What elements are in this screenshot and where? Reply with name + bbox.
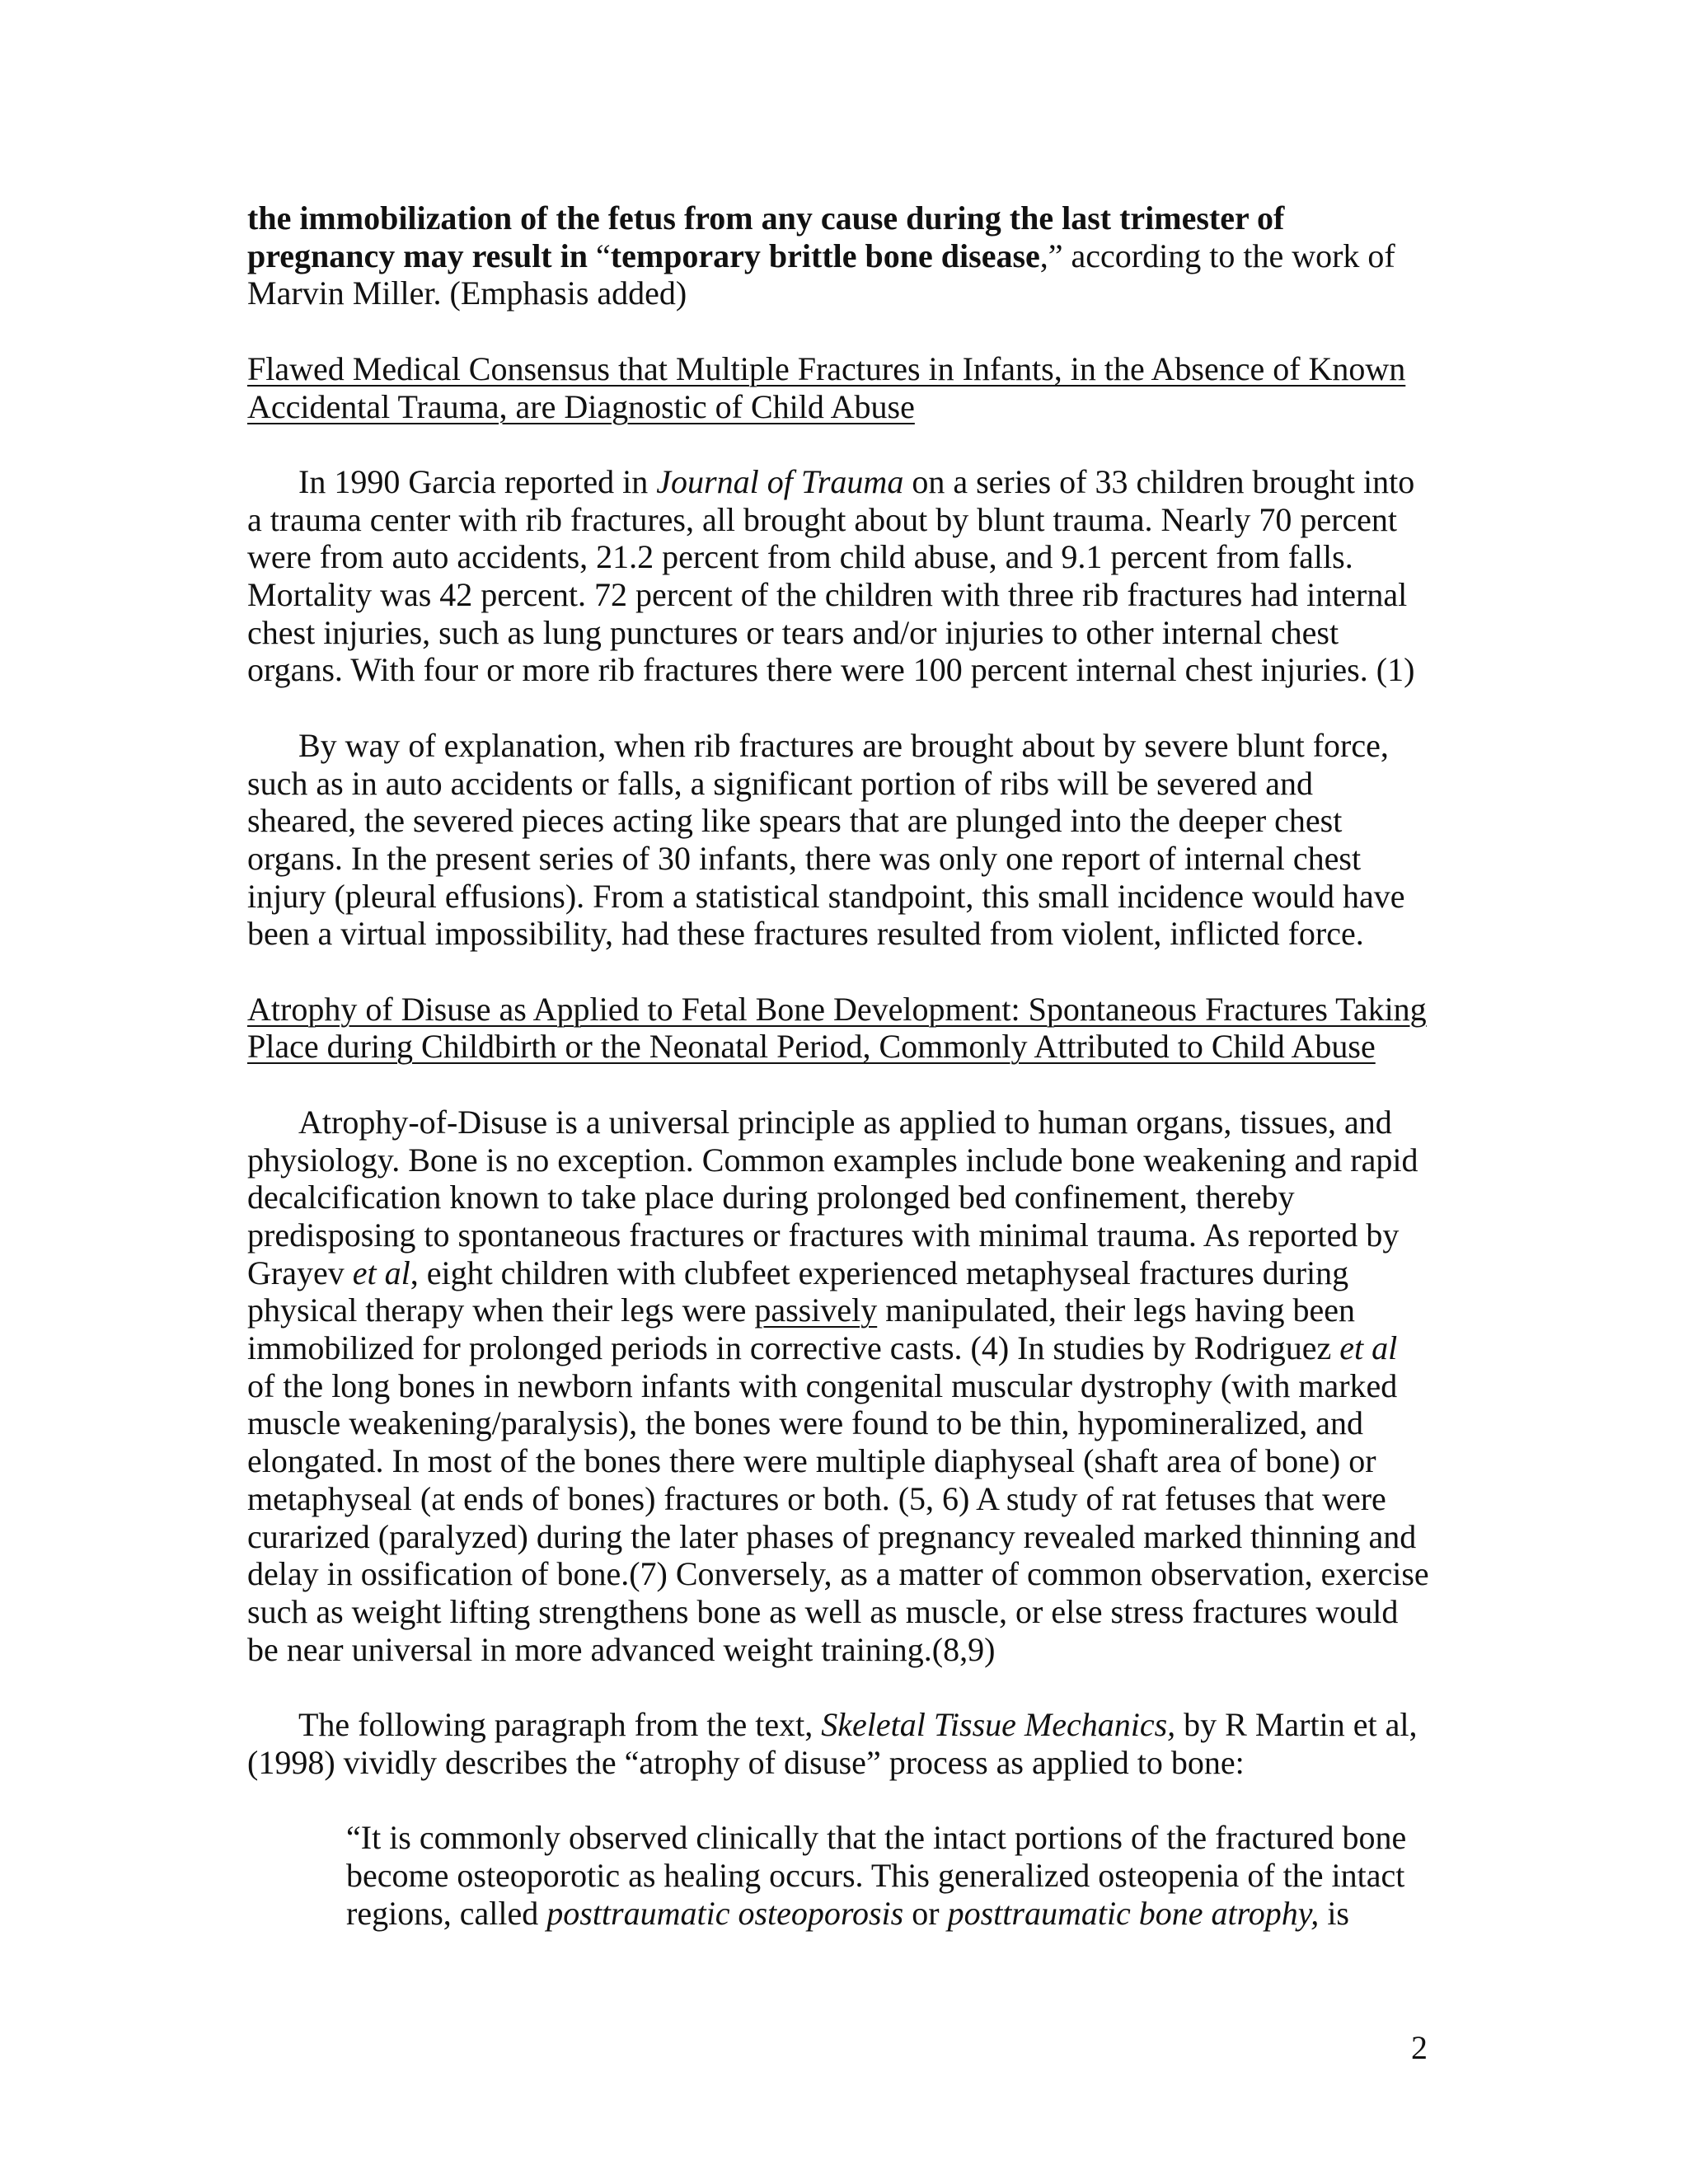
quote-text: is bbox=[1319, 1894, 1349, 1932]
et-al-italic: et al bbox=[352, 1254, 410, 1291]
quote-text: or bbox=[903, 1894, 948, 1932]
intro-tail-text: ,” according to the work of Marvin Miller. (Emphasis added) bbox=[247, 237, 1395, 312]
paragraph-text: The following paragraph from the text, bbox=[298, 1706, 822, 1744]
journal-title: Journal of Trauma bbox=[656, 462, 904, 500]
paragraph-text: on a series of 33 children brought into a trauma center with rib fractures, all brought about by blunt trauma. Nearly 70 percent were from auto accidents, 21.2 percent from child abuse, and 9.1 percent from falls. Mortality was 42 percent. 72 percent of the children with three rib fractures had internal chest injuries, such as lung punctures or tears and/or injuries to other internal chest organs. With four or more rib fractures there were 100 percent internal chest injuries. (1) bbox=[247, 462, 1415, 689]
garcia-paragraph bbox=[247, 463, 1430, 689]
et-al-italic: et al bbox=[1339, 1329, 1398, 1367]
bold-emphasis-text: the immobilization of the fetus from any cause during the last trimester of pregnancy may result in bbox=[247, 199, 1285, 274]
explanation-paragraph: By way of explanation, when rib fractures are brought about by severe blunt force, such as in auto accidents or falls, a significant portion of ribs will be severed and sheared, the severed pieces acting like spears that are plunged into the deeper chest organs. In the present series of 30 infants, there was only one report of internal chest injury (pleural effusions). From a statistical standpoint, this small incidence would have been a virtual impossibility, had these fractures resulted from violent, inflicted force. bbox=[247, 726, 1405, 953]
paragraph-text: In 1990 Garcia reported in bbox=[298, 462, 657, 500]
underlined-word: passively bbox=[754, 1291, 878, 1329]
open-quote: “ bbox=[596, 237, 611, 274]
block-quote bbox=[346, 1819, 1418, 1932]
italic-term: posttraumatic osteoporosis bbox=[546, 1894, 904, 1932]
document-body bbox=[247, 199, 1430, 1932]
paragraph-text: , eight children with clubfeet experienced metaphyseal fractures during physical therapy when their legs were bbox=[247, 1254, 1349, 1329]
quote-text: “It is commonly observed clinically that the intact portions of the fractured bone become osteoporotic as healing occurs. This generalized osteopenia of the intact regions, called bbox=[346, 1819, 1407, 1932]
paragraph-text: by R Martin et al,(1998) vividly describes the “atrophy of disuse” process as applied to bone: bbox=[247, 1706, 1418, 1781]
bold-term: temporary brittle bone disease bbox=[610, 237, 1040, 274]
paragraph-text: Atrophy-of-Disuse is a universal principle as applied to human organs, tissues, and physiology. Bone is no exception. Common examples include bone weakening and rapid decalcification known to take place during prolonged bed confinement, thereby predisposing to spontaneous fractures or fractures with minimal trauma. As reported by Grayev bbox=[247, 1103, 1418, 1291]
page-number: 2 bbox=[1411, 2029, 1428, 2066]
section-heading-flawed-consensus: Flawed Medical Consensus that Multiple Fractures in Infants, in the Absence of Known Accidental Trauma, are Diagnostic of Child Abuse bbox=[247, 349, 1406, 425]
atrophy-paragraph bbox=[247, 1104, 1430, 1669]
paragraph-text: of the long bones in newborn infants with congenital muscular dystrophy (with marked muscle weakening/paralysis), the bones were found to be thin, hypomineralized, and elongated. In most of the bones there were multiple diaphyseal (shaft area of bone) or metaphyseal (at ends of bones) fractures or both. (5, 6) A study of rat fetuses that were curarized (paralyzed) during the later phases of pregnancy revealed marked thinning and delay in ossification of bone.(7) Conversely, as a matter of common observation, exercise such as weight lifting strengthens bone as well as muscle, or else stress fractures would be near universal in more advanced weight training.(8,9) bbox=[247, 1366, 1429, 1668]
martin-paragraph bbox=[247, 1706, 1430, 1781]
paragraph-text: manipulated, their legs having been immobilized for prolonged periods in corrective casts. (4) In studies by Rodriguez bbox=[247, 1291, 1356, 1367]
book-title: Skeletal Tissue Mechanics, bbox=[821, 1706, 1176, 1744]
section-heading-atrophy-of-disuse: Atrophy of Disuse as Applied to Fetal Bone Development: Spontaneous Fractures Taking Place during Childbirth or the Neonatal Period, Commonly Attributed to Child Abuse bbox=[247, 990, 1427, 1066]
italic-term: posttraumatic bone atrophy, bbox=[947, 1894, 1320, 1932]
intro-paragraph bbox=[247, 199, 1430, 312]
